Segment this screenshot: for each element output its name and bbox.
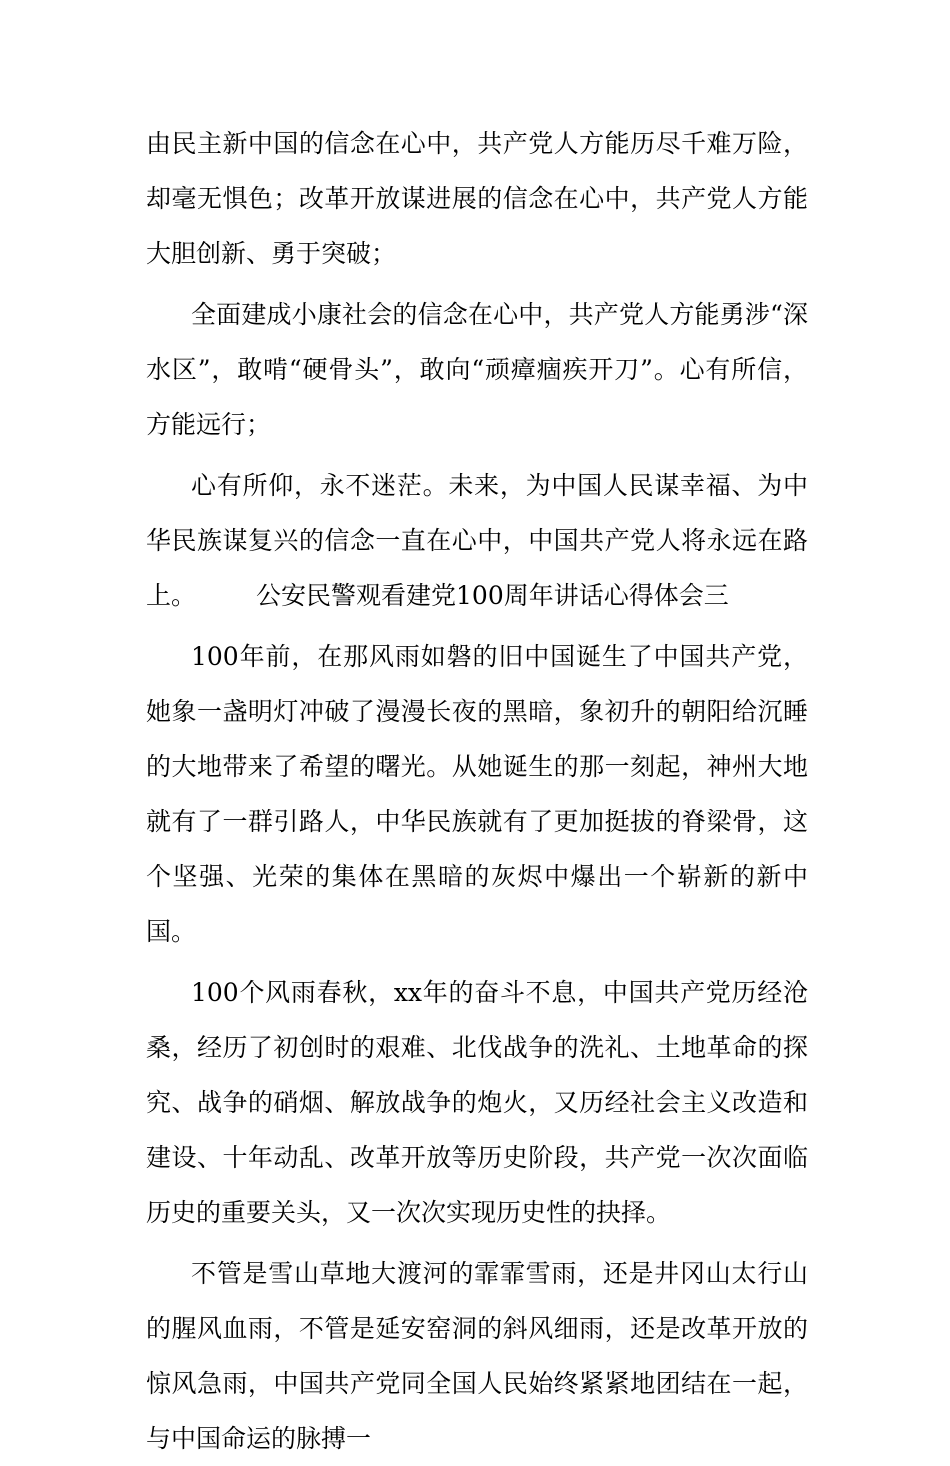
paragraph-5: 100个风雨春秋，xx年的奋斗不息，中国共产党历经沧桑，经历了初创时的艰难、北伐战争的洗礼、土地革命的探究、战争的硝烟、解放战争的炮火，又历经社会主义改造和建设、十年动乱、改革开放等历史阶段，共产党一次次面临历史的重要关头，又一次次实现历史性的抉择。 xyxy=(146,978,808,1227)
paragraph-4: 100年前，在那风雨如磐的旧中国诞生了中国共产党，她象一盏明灯冲破了漫漫长夜的黑暗，象初升的朝阳给沉睡的大地带来了希望的曙光。从她诞生的那一刻起，神州大地就有了一群引路人，中华民族就有了更加挺拔的脊梁骨，这个坚强、光荣的集体在黑暗的灰烬中爆出一个崭新的新中国。 xyxy=(146,642,808,946)
paragraph-3-text: 心有所仰，永不迷茫。未来，为中国人民谋幸福、为中华民族谋复兴的信念一直在心中，中国共产党人将永远在路上。 xyxy=(146,471,808,610)
paragraph-1: 由民主新中国的信念在心中，共产党人方能历尽千难万险，却毫无惧色；改革开放谋进展的信念在心中，共产党人方能大胆创新、勇于突破； xyxy=(146,129,808,268)
paragraph-6: 不管是雪山草地大渡河的霏霏雪雨，还是井冈山太行山的腥风血雨，不管是延安窑洞的斜风细雨，还是改革开放的惊风急雨，中国共产党同全国人民始终紧紧地团结在一起，与中国命运的脉搏一 xyxy=(146,1259,808,1453)
section-title: 公安民警观看建党100周年讲话心得体会三 xyxy=(256,581,729,610)
document-body xyxy=(146,116,808,1466)
paragraph-2: 全面建成小康社会的信念在心中，共产党人方能勇涉“深水区”，敢啃“硬骨头”，敢向“顽瘴痼疾开刀”。心有所信，方能远行； xyxy=(146,300,808,439)
paragraph-3 xyxy=(146,458,808,623)
